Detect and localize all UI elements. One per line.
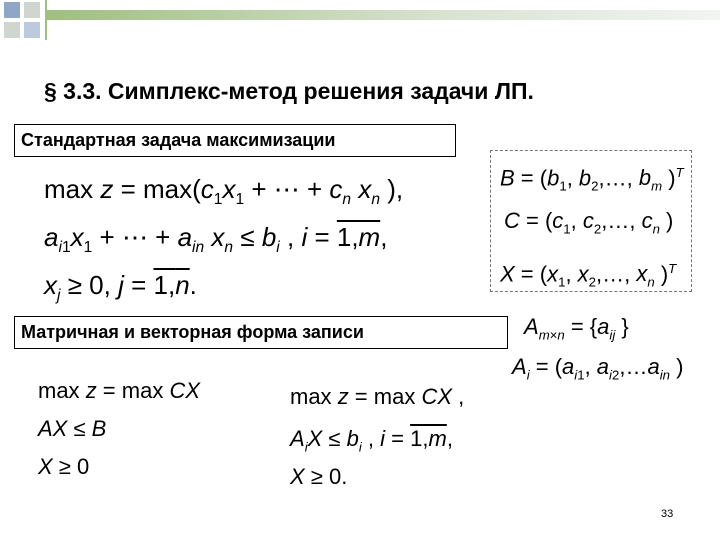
- formula-objective: $\max z = \max(c_1x_1$ + ⋯ + $c_n$ $x_n$ ),: [44, 174, 404, 209]
- formula-matrix-a: $A_{m\times n} = \{a_{ij}$ }: [524, 314, 629, 343]
- formula-constraints: $a_{i1}x_1$ + ⋯ + $a_{in}$ $x_n \le b_i$ , i = 1,m,: [44, 222, 388, 257]
- slide-title: § 3.3. Симплекс-метод решения задачи ЛП.: [44, 78, 534, 104]
- formula-matrix-nonneg: X ≥ 0: [38, 454, 90, 479]
- formula-vector-x: $X = (x_1$, $x_2,\dots$, $x_n$ )$^T$: [500, 261, 677, 290]
- formula-vector-c: $C = (c_1$, $c_2,\dots$, $c_n$ ): [504, 208, 674, 237]
- formula-vector-nonneg: X ≥ 0.: [290, 464, 348, 489]
- header-decoration: [0, 0, 720, 40]
- section-matrix-heading: Матричная и векторная форма записи: [14, 316, 508, 349]
- formula-row-ai: $A_i = (a_{i1}$, $a_{i2},\dots a_{in}$ ): [512, 354, 684, 383]
- section-standard-heading: Стандартная задача максимизации: [14, 124, 456, 157]
- formula-matrix-objective: max z = max CX: [38, 378, 200, 403]
- formula-vector-constraint: $A_iX \le b_i$ , i = 1,m,: [290, 426, 453, 455]
- formula-matrix-constraint: AX ≤ B: [38, 416, 107, 441]
- page-number: 33: [661, 508, 674, 520]
- formula-vector-b: $B = (b_1$, $b_2,\dots$, $b_m$ )$^T$: [500, 165, 684, 194]
- formula-vector-objective: max z = max CX ,: [290, 384, 465, 409]
- formula-nonnegativity: $x_j \ge 0$, j = 1,n.: [44, 270, 197, 305]
